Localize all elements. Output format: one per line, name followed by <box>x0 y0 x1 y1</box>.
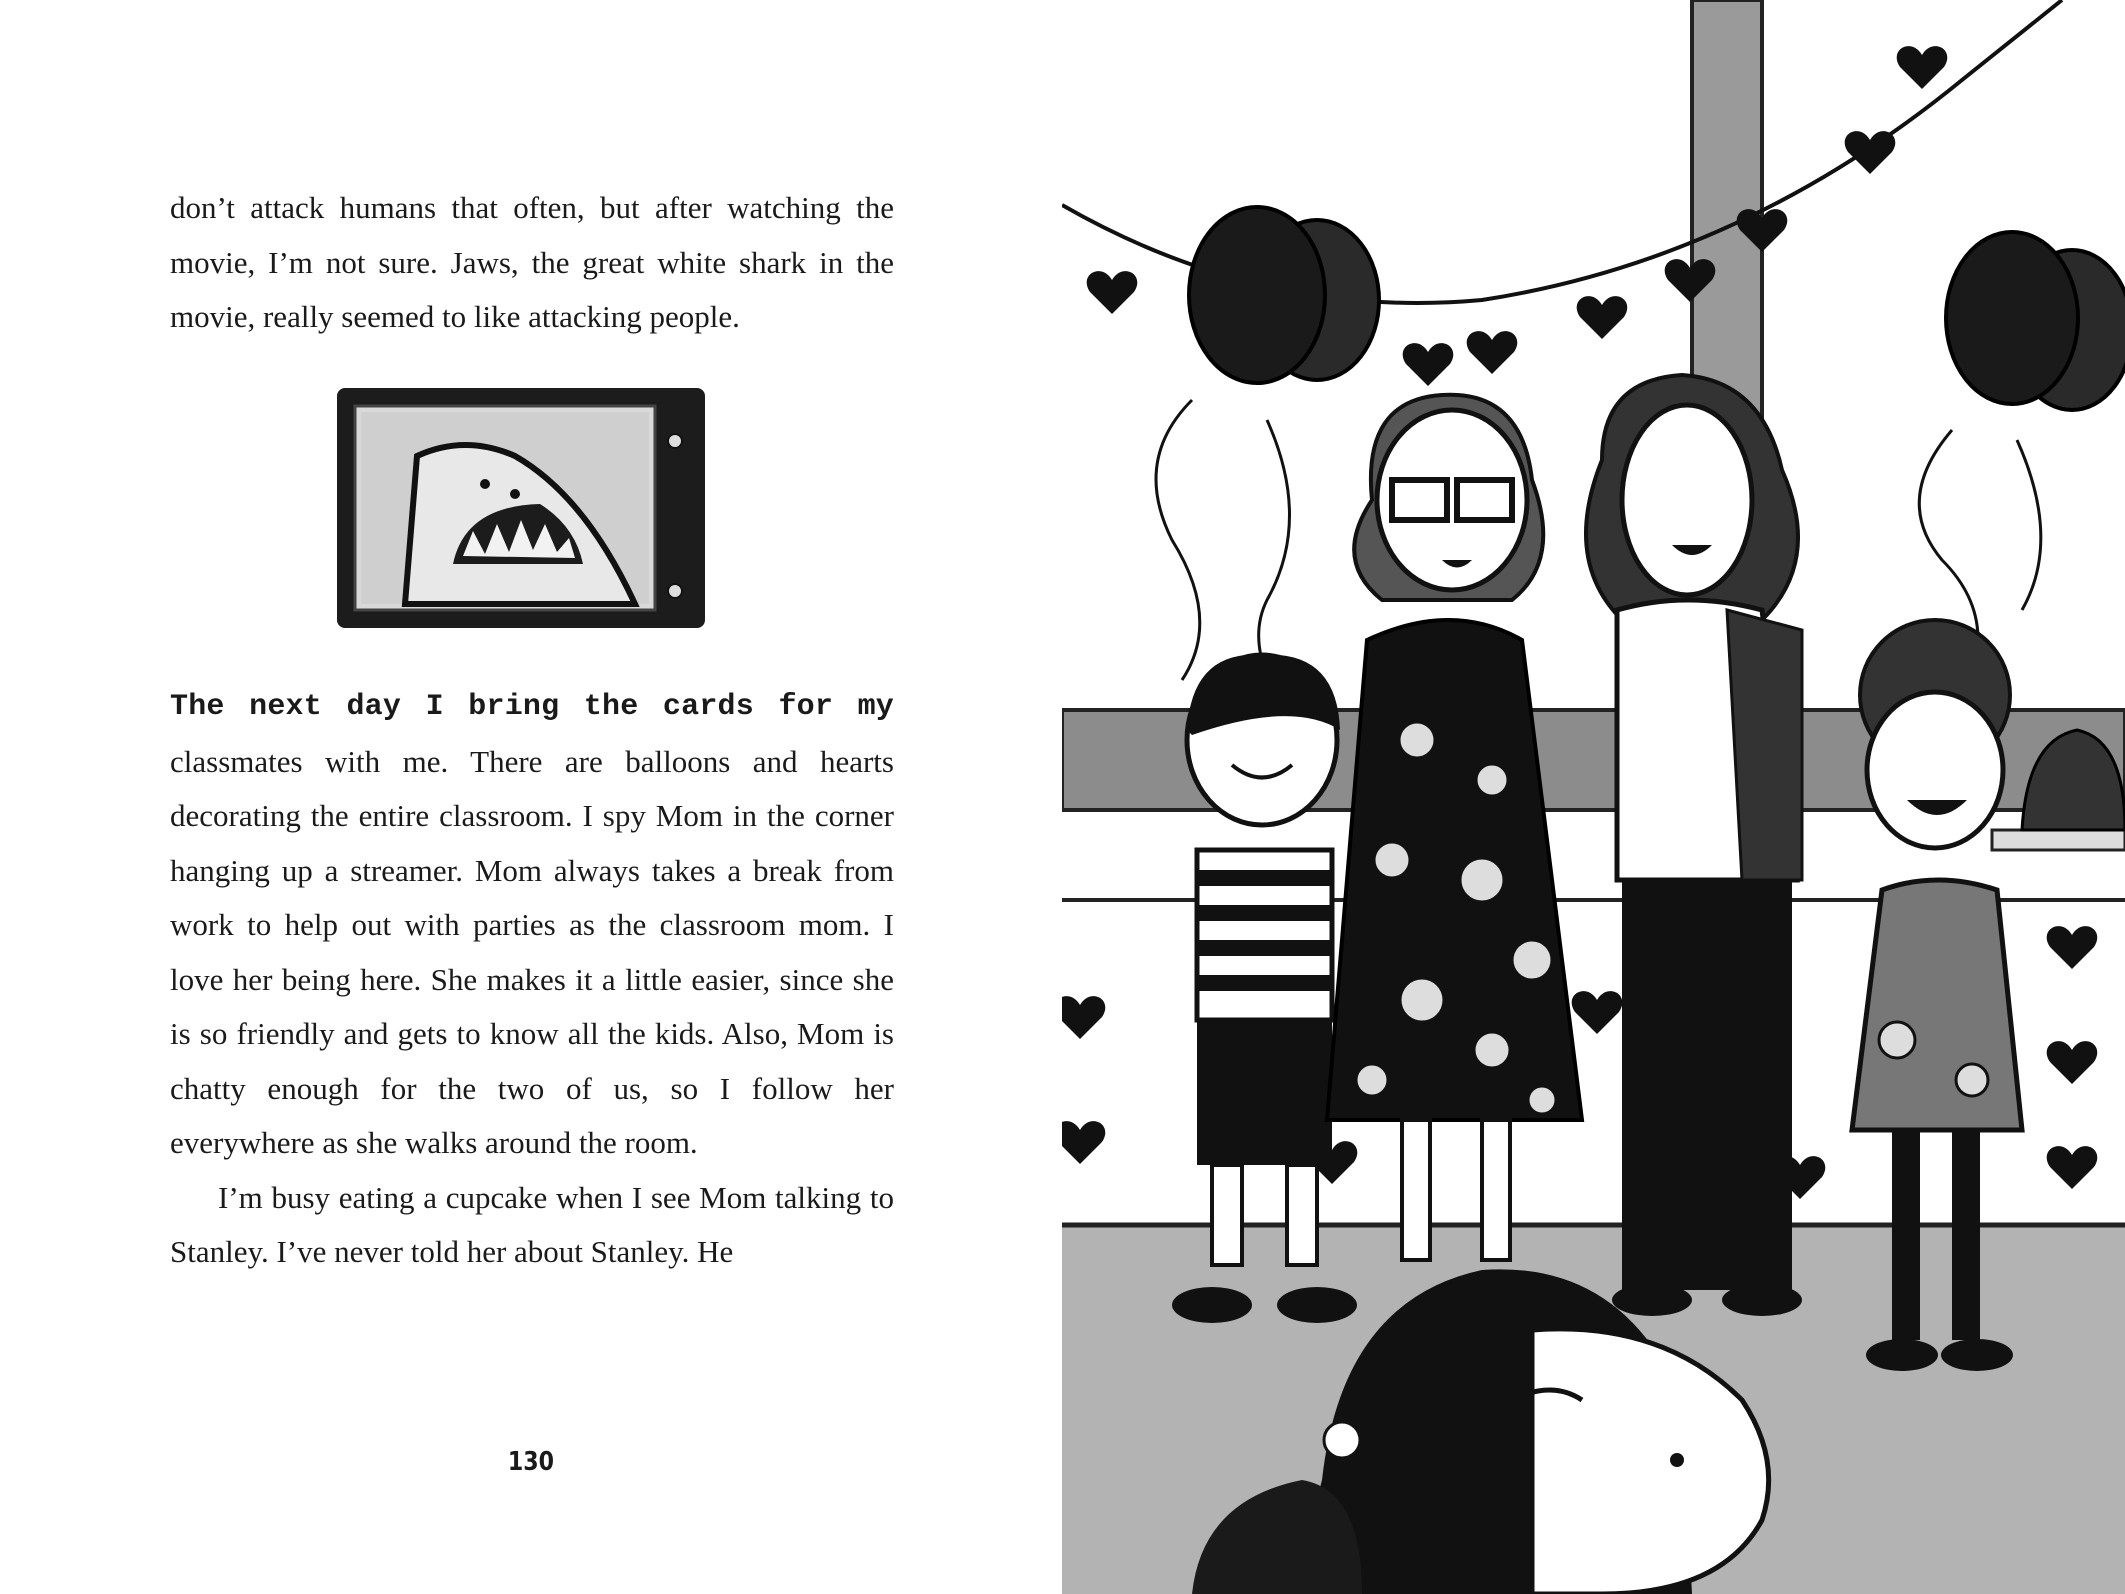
paragraph-main-body: classmates with me. There are balloons and hearts decorating the entire classroom. I spy Mom in the corner hanging up a streamer. Mom always takes a break from work to help out with parties as the classroom mom. I love her being here. She makes it a little easier, since she is so friendly and gets to know all the kids. Also, Mom is chatty enough for the two of us, so I follow her everywhere as she walks around the room. <box>170 743 894 1160</box>
page-number: 130 <box>507 1447 555 1477</box>
paragraph-last: I’m busy eating a cupcake when I see Mom talking to Stanley. I’ve never told her about Stanley. He <box>170 1179 894 1269</box>
paragraph-main <box>170 677 894 1171</box>
lead-in-text: The next day I bring the cards for my <box>170 690 894 724</box>
right-page-illustration <box>1062 0 2125 1594</box>
text-block-bottom <box>170 677 894 1280</box>
text-block-top <box>170 181 894 345</box>
party-illustration <box>1062 0 2125 1594</box>
shark-tv-illustration <box>335 386 707 630</box>
left-page <box>0 0 1062 1594</box>
paragraph-top: don’t attack humans that often, but after watching the movie, I’m not sure. Jaws, the great white shark in the movie, really seemed to like attacking people. <box>170 190 894 334</box>
